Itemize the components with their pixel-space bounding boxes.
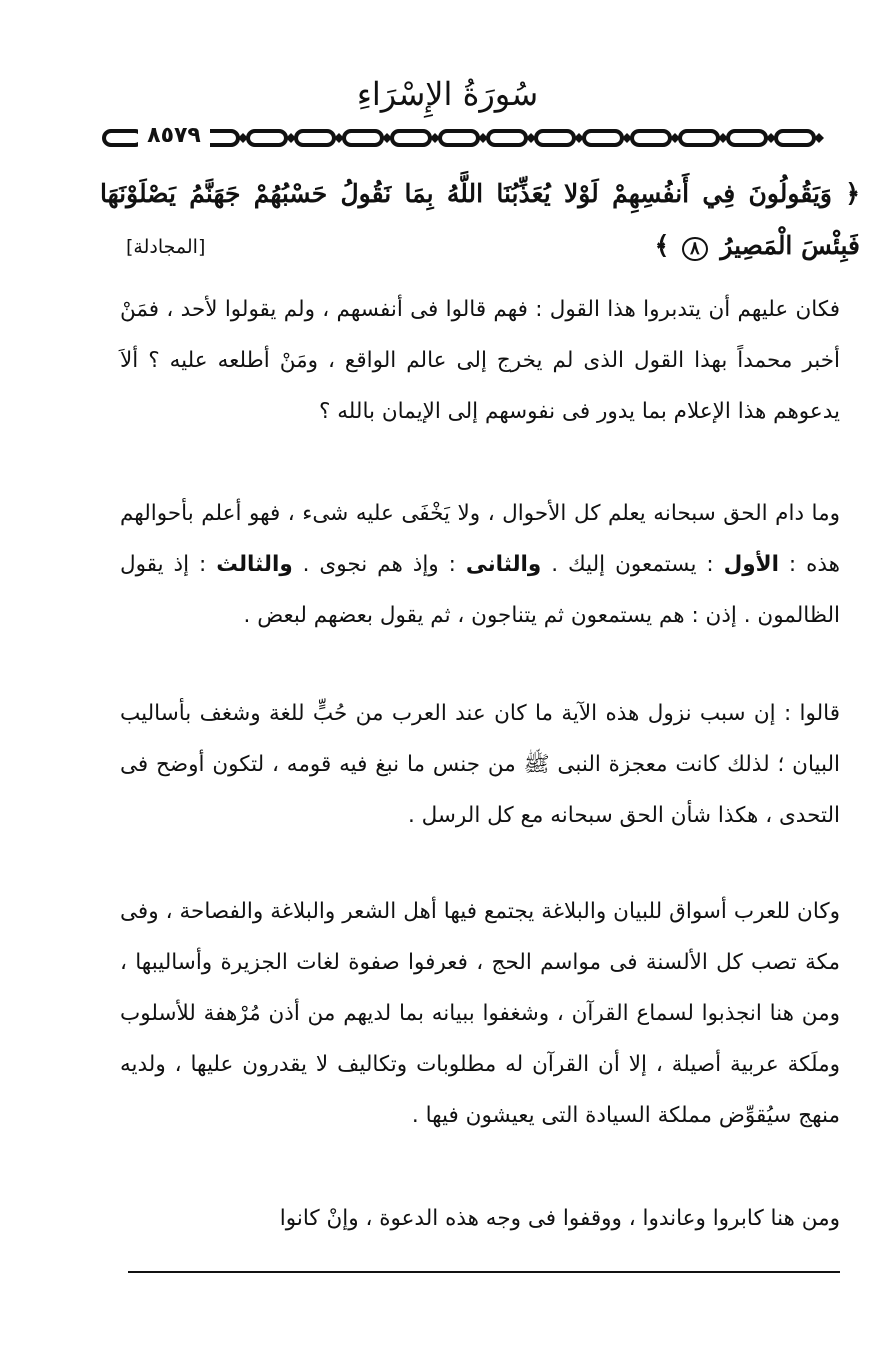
chain-link — [104, 131, 142, 145]
verse-open-bracket: ﴿ — [845, 179, 860, 208]
chain-link — [392, 131, 430, 145]
paragraph-4: وكان للعرب أسواق للبيان والبلاغة يجتمع فيها أهل الشعر والبلاغة والفصاحة ، وفى مكة تصب كل الألسنة فى مواسم الحج ، فعرفوا صفوة لغات الجزيرة وأساليبها ، ومن هنا انجذبوا لسماع القرآن ، وشغفوا ببيانه بما لديهم من أذن مُرْهفة للأسلوب وملَكة عربية أصيلة ، إلا أن القرآن له مطلوبات وتكاليف لا يقدرون عليها ، ولديه منهج سيُقوِّض مملكة السيادة التى يعيشون فيها . — [120, 899, 840, 1128]
chain-link — [344, 131, 382, 145]
paragraph-1: فكان عليهم أن يتدبروا هذا القول : فهم قالوا فى أنفسهم ، ولم يقولوا لأحد ، فمَنْ أخبر محمداً بهذا القول الذى لم يخرج إلى عالم الواقع ، ومَنْ أطلعه عليه ؟ ألاَ يدعوهم هذا الإعلام بما يدور فى نفوسهم إلى الإيمان بالله ؟ — [120, 297, 840, 424]
chain-ornament — [100, 124, 860, 152]
chain-diamond — [814, 133, 824, 143]
paragraph-2-bold-second: والثانى — [465, 552, 542, 577]
verse-text: وَيَقُولُونَ فِي أَنفُسِهِمْ لَوْلا يُعَذِّبُنَا اللَّهُ بِمَا نَقُولُ حَسْبُهُمْ جَهَنَّمُ يَصْلَوْنَهَا فَبِئْسَ الْمَصِيرُ — [100, 179, 860, 260]
paragraph-3: قالوا : إن سبب نزول هذه الآية ما كان عند العرب من حُبٍّ للغة وشغف بأساليب البيان ؛ لذلك كانت معجزة النبى ﷺ من جنس ما نبغ فيه قومه ، لتكون أوضح فى التحدى ، هكذا شأن الحق سبحانه مع كل الرسل . — [120, 701, 840, 828]
chain-link — [248, 131, 286, 145]
paragraph-2-bold-first: الأول — [723, 552, 779, 577]
decorative-border — [100, 124, 860, 152]
paragraph-2-part-4: : إذ يقول الظالمون . إذن : هم يستمعون ثم يتناجون ، ثم يقول بعضهم لبعض . — [120, 552, 840, 628]
quran-verse — [100, 168, 860, 272]
paragraph-2-part-2: : يستمعون إليك . — [541, 552, 724, 577]
chain-link — [440, 131, 478, 145]
chain-link — [728, 131, 766, 145]
chain-link — [584, 131, 622, 145]
paragraph-2 — [120, 488, 840, 641]
verse-close-bracket: ﴾ — [654, 231, 670, 260]
chain-link — [680, 131, 718, 145]
paragraph-2-part-3: : وإذ هم نجوى . — [292, 552, 466, 577]
surah-title: سُورَةُ الإِسْرَاءِ — [356, 75, 539, 113]
verse-reference: [المجادلة] — [126, 236, 206, 258]
page-number: ٨٥٧٩ — [138, 122, 210, 150]
chain-link — [488, 131, 526, 145]
paragraph-2-part-1: وما دام الحق سبحانه يعلم كل الأحوال ، ولا يَخْفَى عليه شىء ، فهو أعلم بأحوالهم هذه : — [120, 501, 840, 577]
chain-link — [776, 131, 814, 145]
chain-link — [632, 131, 670, 145]
chain-link — [536, 131, 574, 145]
verse-number: ٨ — [682, 237, 708, 261]
paragraph-2-bold-third: والثالث — [216, 552, 293, 577]
chain-link — [296, 131, 334, 145]
paragraph-5: ومن هنا كابروا وعاندوا ، ووقفوا فى وجه هذه الدعوة ، وإنْ كانوا — [279, 1206, 840, 1231]
bottom-divider — [128, 1271, 840, 1273]
